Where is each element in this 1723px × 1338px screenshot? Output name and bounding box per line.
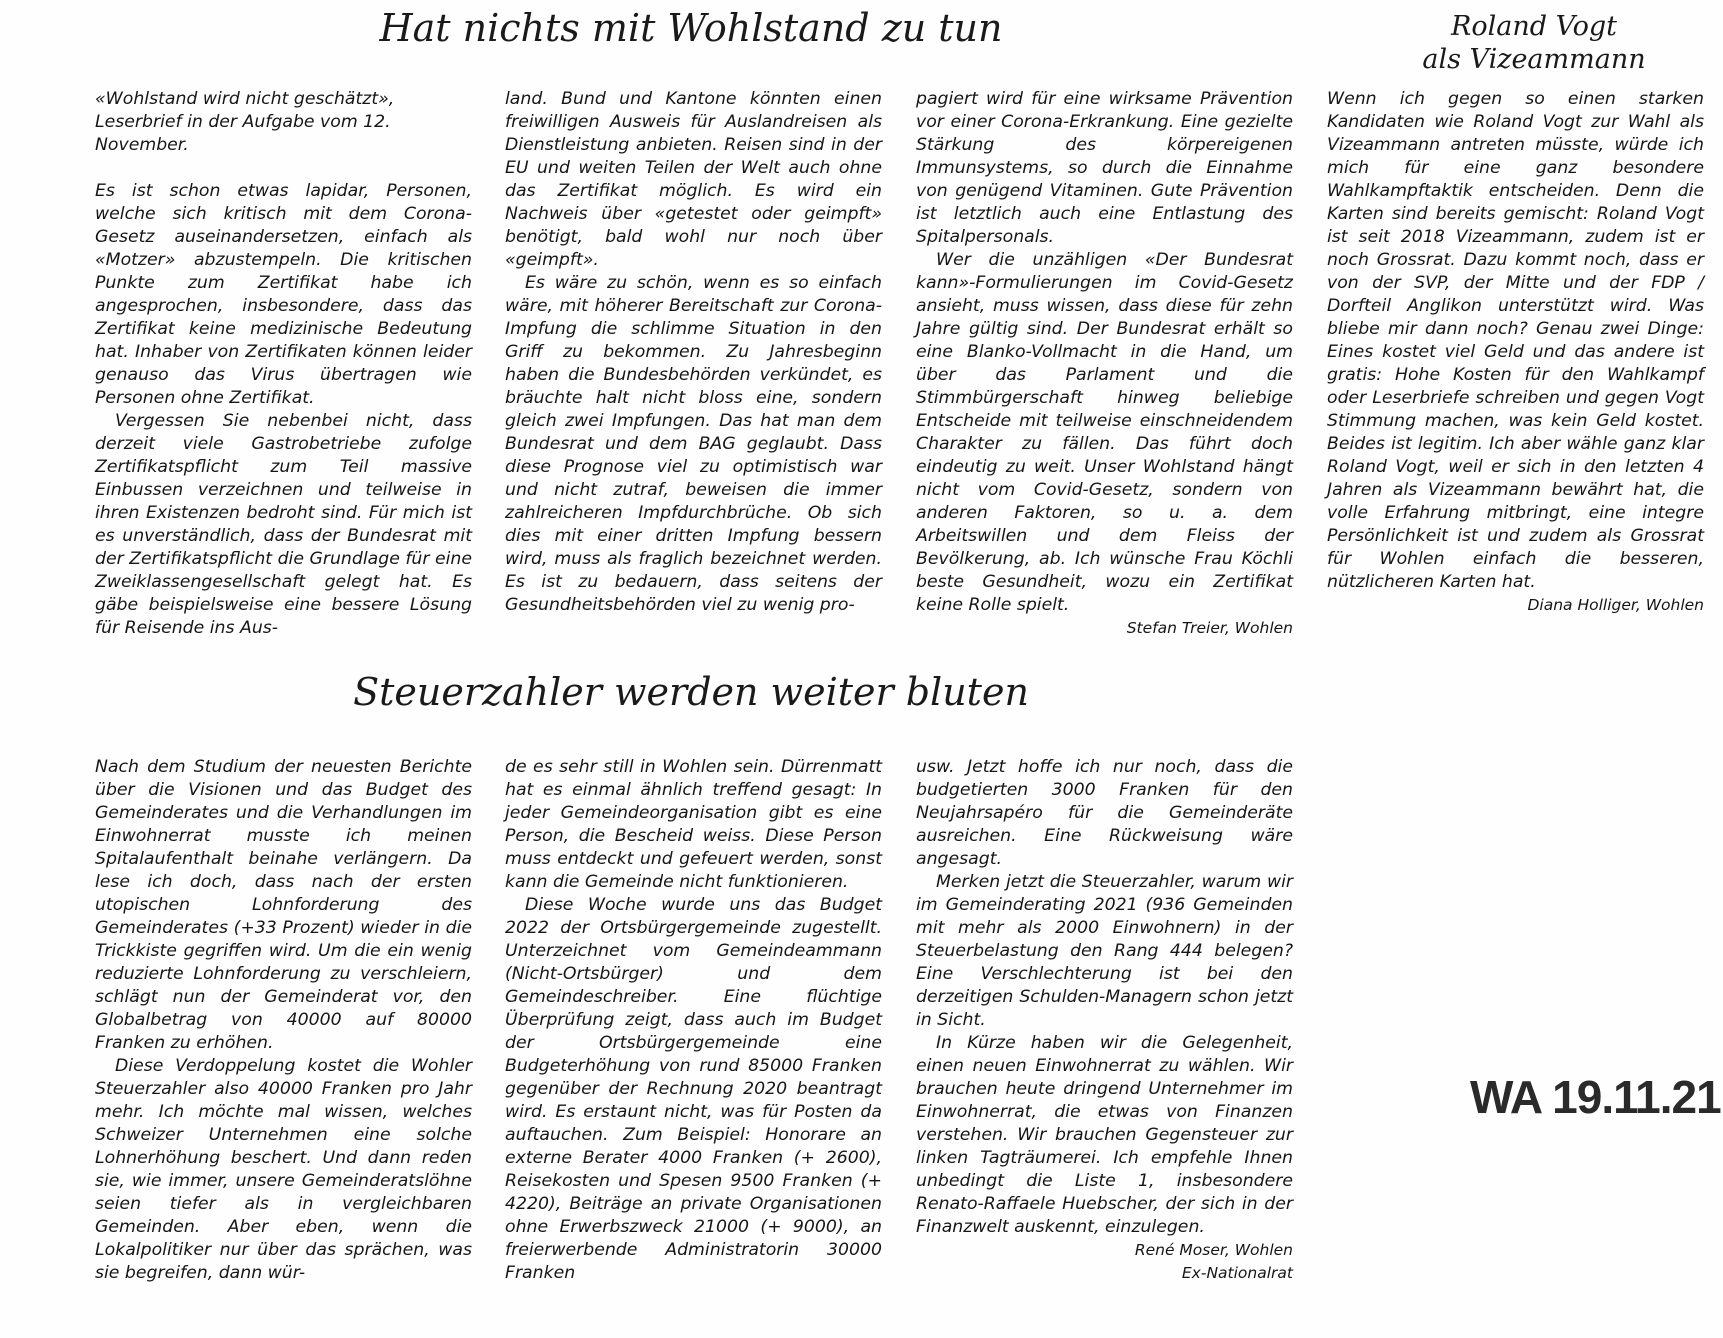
paragraph: Diese Verdoppelung kostet die Wohler Steuerzahler also 40000 Franken pro Jahr mehr. Ich möchte mal wissen, welches Schweizer Unternehmen eine solche Lohnerhöhung beschert. Und dann reden sie, wie immer, unsere Gemeinderatslöhne seien tiefer als in vergleichbaren Gemeinden. Aber eben, wenn die Lokalpolitiker nur über das sprächen, was sie begreifen, dann wür- (95, 1056, 472, 1283)
paragraph: Es wäre zu schön, wenn es so einfach wäre, mit höherer Bereitschaft zur Corona-Impfung die schlimme Situation in den Griff zu bekommen. Zu Jahresbeginn haben die Bundesbehörden verkündet, es bräuchte halt nicht bloss eine, sondern gleich zwei Impfungen. Das hat man dem Bundesrat und dem BAG geglaubt. Dass diese Prognose viel zu optimistisch war und nicht zutraf, beweisen die immer zahlreicheren Impfdurchbrüche. Ob sich dies mit einer dritten Impfung bessern wird, muss als fraglich bezeichnet werden. Es ist zu bedauern, dass seitens der Gesundheitsbehörden viel zu wenig pro- (505, 273, 882, 615)
paragraph: Vergessen Sie nebenbei nicht, dass derzeit viele Gastrobetriebe zufolge Zertifikatspflicht zum Teil massive Einbussen verzeichnen und teilweise in ihren Existenzen bedroht sind. Für mich ist es unverständlich, dass der Bundesrat mit der Zertifikatspflicht die Grundlage für eine Zweiklassengesellschaft gelegt hat. Es gäbe beispielsweise eine bessere Lösung für Reisende ins Aus- (95, 411, 472, 638)
paragraph: Wer die unzähligen «Der Bundesrat kann»-Formulierungen im Covid-Gesetz ansieht, muss wissen, dass diese für zehn Jahre gültig sind. Der Bundesrat erhält so eine Blanko-Vollmacht in die Hand, um über das Parlament und die Stimmbürgerschaft hinweg beliebige Entscheide mit teilweise einschneidendem Charakter zu fällen. Das führt doch eindeutig zu weit. Unser Wohlstand hängt nicht vom Covid-Gesetz, sondern von anderen Faktoren, so u. a. dem Arbeitswillen und dem Fleiss der Bevölkerung, ab. Ich wünsche Frau Köchli beste Gesundheit, wozu ein Zertifikat keine Rolle spielt. (916, 250, 1293, 615)
article2-column (1327, 88, 1704, 617)
paragraph: Diese Woche wurde uns das Budget 2022 der Ortsbürgergemeinde zugestellt. Unterzeichnet vom Gemeindeammann (Nicht-Ortsbürger) und dem Gemeindeschreiber. Eine flüchtige Überprüfung zeigt, dass auch im Budget der Ortsbürgergemeinde eine Budgeterhöhung von rund 85000 Franken gegenüber der Rechnung 2020 beantragt wird. Es erstaunt nicht, was für Posten da auftauchen. Zum Beispiel: Honorare an externe Berater 4000 Franken (+ 2600), Reisekosten und Spesen 9500 Franken (+ 4220), Beiträge an private Organisationen ohne Erwerbszweck 21000 (+ 9000), an freierwerbende Administratorin 30000 Franken (505, 895, 882, 1283)
headline-steuerzahler: Steuerzahler werden weiter bluten (353, 670, 1029, 714)
letter-reference: «Wohlstand wird nicht geschätzt», Leserbrief in der Aufgabe vom 12. November. (95, 89, 395, 155)
author-signature: René Moser, Wohlen (1134, 1241, 1293, 1259)
paragraph: Nach dem Studium der neuesten Berichte über die Visionen und das Budget des Gemeinderates und die Verhandlungen im Einwohnerrat musste ich meinen Spitalaufenthalt beinahe verlängern. Da lese ich doch, dass nach der ersten utopischen Lohnforderung des Gemeinderates (+33 Prozent) wieder in die Trickkiste gegriffen wird. Um die ein wenig reduzierte Lohnforderung zu verschleiern, schlägt nun der Gemeinderat vor, den Globalbetrag von 40000 auf 80000 Franken zu erhöhen. (95, 757, 472, 1053)
article3-column-2 (505, 756, 882, 1285)
author-signature: Diana Holliger, Wohlen (1527, 596, 1704, 614)
author-title: Ex-Nationalrat (1181, 1264, 1293, 1282)
headline-roland-vogt-line1: Roland Vogt (1451, 11, 1617, 42)
paragraph: Wenn ich gegen so einen starken Kandidaten wie Roland Vogt zur Wahl als Vizeammann antreten müsste, würde ich mich für eine ganz besondere Wahlkampftaktik entscheiden. Denn die Karten sind bereits gemischt: Roland Vogt ist seit 2018 Vizeammann, zudem ist er noch Grossrat. Dazu kommt noch, dass er von der SVP, der Mitte und der FDP / Dorfteil Anglikon unterstützt wird. Was bliebe mir dann noch? Genau zwei Dinge: Eines kostet viel Geld und das andere ist gratis: Hohe Kosten für den Wahlkampf oder Leserbriefe schreiben und gegen Vogt Stimmung machen, was kein Geld kostet. Beides ist legitim. Ich aber wähle ganz klar Roland Vogt, weil er sich in den letzten 4 Jahren als Vizeammann bewährt hat, die volle Erfahrung mitbringt, eine integre Persönlichkeit ist und zudem als Grossrat für Wohlen einfach die besseren, nützlicheren Karten hat. (1327, 89, 1704, 592)
article1-column-2 (505, 88, 882, 617)
paragraph: Es ist schon etwas lapidar, Personen, welche sich kritisch mit dem Corona-Gesetz auseinandersetzen, einfach als «Motzer» abzustempeln. Die kritischen Punkte zum Zertifikat habe ich angesprochen, insbesondere, dass das Zertifikat keine medizinische Bedeutung hat. Inhaber von Zertifikaten können leider genauso das Virus übertragen wie Personen ohne Zertifikat. (95, 181, 472, 408)
article1-column-1 (95, 88, 472, 640)
paragraph: de es sehr still in Wohlen sein. Dürrenmatt hat es einmal ähnlich treffend gesagt: In jeder Gemeindeorganisation gibt es eine Person, die Bescheid weiss. Diese Person muss entdeckt und gefeuert werden, sonst kann die Gemeinde nicht funktionieren. (505, 757, 882, 892)
paragraph: land. Bund und Kantone könnten einen freiwilligen Ausweis für Auslandreisen als Dienstleistung anbieten. Reisen sind in der EU und weiten Teilen der Welt auch ohne das Zertifikat möglich. Es wird ein Nachweis über «getestet oder geimpft» benötigt, bald wohl nur noch über «geimpft». (505, 89, 882, 270)
author-signature: Stefan Treier, Wohlen (1126, 619, 1293, 637)
paragraph: Merken jetzt die Steuerzahler, warum wir im Gemeinderating 2021 (936 Gemeinden mit mehr als 2000 Einwohnern) in der Steuerbelastung den Rang 444 belegen? Eine Verschlechterung ist bei den derzeitigen Schulden-Managern schon jetzt in Sicht. (916, 872, 1293, 1030)
paragraph: pagiert wird für eine wirksame Prävention vor einer Corona-Erkrankung. Eine gezielte Stärkung des körpereigenen Immunsystems, so durch die Einnahme von genügend Vitaminen. Gute Prävention ist letztlich auch eine Entlastung des Spitalpersonals. (916, 89, 1293, 247)
headline-roland-vogt (1344, 10, 1723, 76)
headline-wohlstand: Hat nichts mit Wohlstand zu tun (379, 6, 1003, 50)
article1-column-3 (916, 88, 1293, 640)
article3-column-3 (916, 756, 1293, 1285)
paragraph: In Kürze haben wir die Gelegenheit, einen neuen Einwohnerrat zu wählen. Wir brauchen heute dringend Unternehmer im Einwohnerrat, die etwas von Finanzen verstehen. Wir brauchen Gegensteuer zur linken Tagträumerei. Ich empfehle Ihnen unbedingt die Liste 1, insbesondere Renato-Raffaele Huebscher, der sich in der Finanzwelt auskennt, einzulegen. (916, 1033, 1293, 1237)
headline-roland-vogt-line2: als Vizeammann (1422, 44, 1646, 75)
paragraph: usw. Jetzt hoffe ich nur noch, dass die budgetierten 3000 Franken für den Neujahrsapéro für die Gemeinderäte ausreichen. Eine Rückweisung wäre angesagt. (916, 757, 1293, 869)
date-stamp: WA 19.11.21 (1470, 1071, 1721, 1123)
article3-column-1 (95, 756, 472, 1285)
